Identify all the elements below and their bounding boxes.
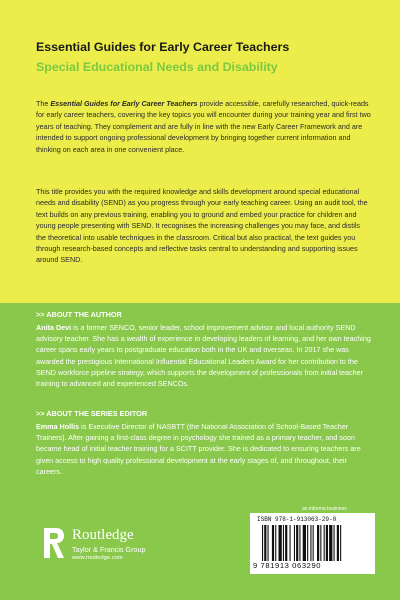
about-author-heading: >> ABOUT THE AUTHOR — [36, 310, 122, 319]
barcode-stripe — [340, 525, 341, 561]
series-name-italic: Essential Guides for Early Career Teachers — [50, 99, 198, 108]
about-author-text — [36, 322, 371, 389]
editor-bio: is Executive Director of NASBTT (the National Association of School-Based Teacher Trainers). After gaining a first-class degree in psychology she trained as a primary teacher, and soon became head of initial teacher training for a SCITT provider. She is dedicated to ensuring teachers are given access to high quality professional development at the early stages of, and throughout, their careers. — [36, 422, 361, 476]
blurb-paragraph-2: This title provides you with the required knowledge and skills development around special educational needs and disability (SEND) as you progress through your early teaching career. Using an audit tool, the text builds on any previous training, enabling you to ground and embed your practice for children and young people presenting with SEND. It recognises the increasing challenges you may face, and distils the theoretical into usable techniques in the classroom. Critical but also practical, the text guides you through research-based concepts and reflective tasks central to understanding and supporting issues around SEND. — [36, 187, 368, 265]
barcode-stripe — [334, 525, 335, 561]
publisher-name: Routledge — [72, 527, 134, 543]
barcode-stripe — [290, 525, 291, 561]
author-name: Anita Devi — [36, 323, 72, 332]
routledge-logo-icon — [40, 526, 66, 560]
barcode-box — [250, 513, 375, 574]
barcode-stripe — [313, 525, 314, 561]
about-editor-heading: >> ABOUT THE SERIES EDITOR — [36, 409, 148, 418]
barcode-stripe — [296, 525, 298, 561]
barcode-icon — [262, 525, 370, 561]
barcode-stripe — [275, 525, 276, 561]
informa-tagline: an informa business — [302, 506, 347, 512]
author-bio: is a former SENCO, senior leader, school improvement advisor and local authority SEND advisory teacher. She has a wealth of experience in developing leaders of learning, and her own teaching career spans early years to postgraduate education both in the UK and overseas. In 2017 she was awarded the prestigious International Influential Educational Leaders Award for her contribution to the SEND workforce pipeline strategy, which supports the development of professionals from initial teacher training to advanced and experienced SENCOs. — [36, 323, 371, 389]
barcode-stripe — [337, 525, 339, 561]
barcode-stripe — [310, 525, 311, 561]
about-editor-text — [36, 421, 371, 477]
barcode-stripe — [307, 525, 308, 561]
publisher-url: www.routledge.com — [72, 555, 123, 561]
barcode-stripe — [326, 525, 328, 561]
barcode-stripe — [283, 525, 284, 561]
isbn-label: ISBN 978-1-913063-29-0 — [257, 516, 337, 523]
barcode-stripe — [317, 525, 319, 561]
barcode-stripe — [262, 525, 263, 561]
barcode-stripe — [279, 525, 282, 561]
book-title: Special Educational Needs and Disability — [36, 60, 278, 74]
blurb-paragraph-1 — [36, 98, 371, 155]
blurb-lead: The — [36, 99, 51, 108]
barcode-stripe — [285, 525, 287, 561]
barcode-stripe — [272, 525, 274, 561]
barcode-stripe — [320, 525, 321, 561]
barcode-stripe — [299, 525, 300, 561]
barcode-stripe — [264, 525, 266, 561]
publisher-logo — [40, 526, 180, 566]
editor-name: Emma Hollis — [36, 422, 80, 431]
publisher-group: Taylor & Francis Group — [72, 545, 146, 554]
barcode-stripe — [324, 525, 325, 561]
barcode-stripe — [294, 525, 295, 561]
barcode-stripe — [268, 525, 269, 561]
barcode-stripe — [329, 525, 332, 561]
barcode-stripe — [303, 525, 306, 561]
blurb-rest: provide accessible, carefully researched, quick-reads for early career teachers, covering the key topics you will encounter during your training year and first two years of teaching. They complement and are fully in line with the new Early Career Framework and are intended to support ongoing professional development by bringing together current information and thinking on each area in one convenient place. — [36, 99, 371, 154]
barcode-digits: 9 781913 063290 — [253, 561, 322, 570]
series-title: Essential Guides for Early Career Teachers — [36, 40, 290, 54]
